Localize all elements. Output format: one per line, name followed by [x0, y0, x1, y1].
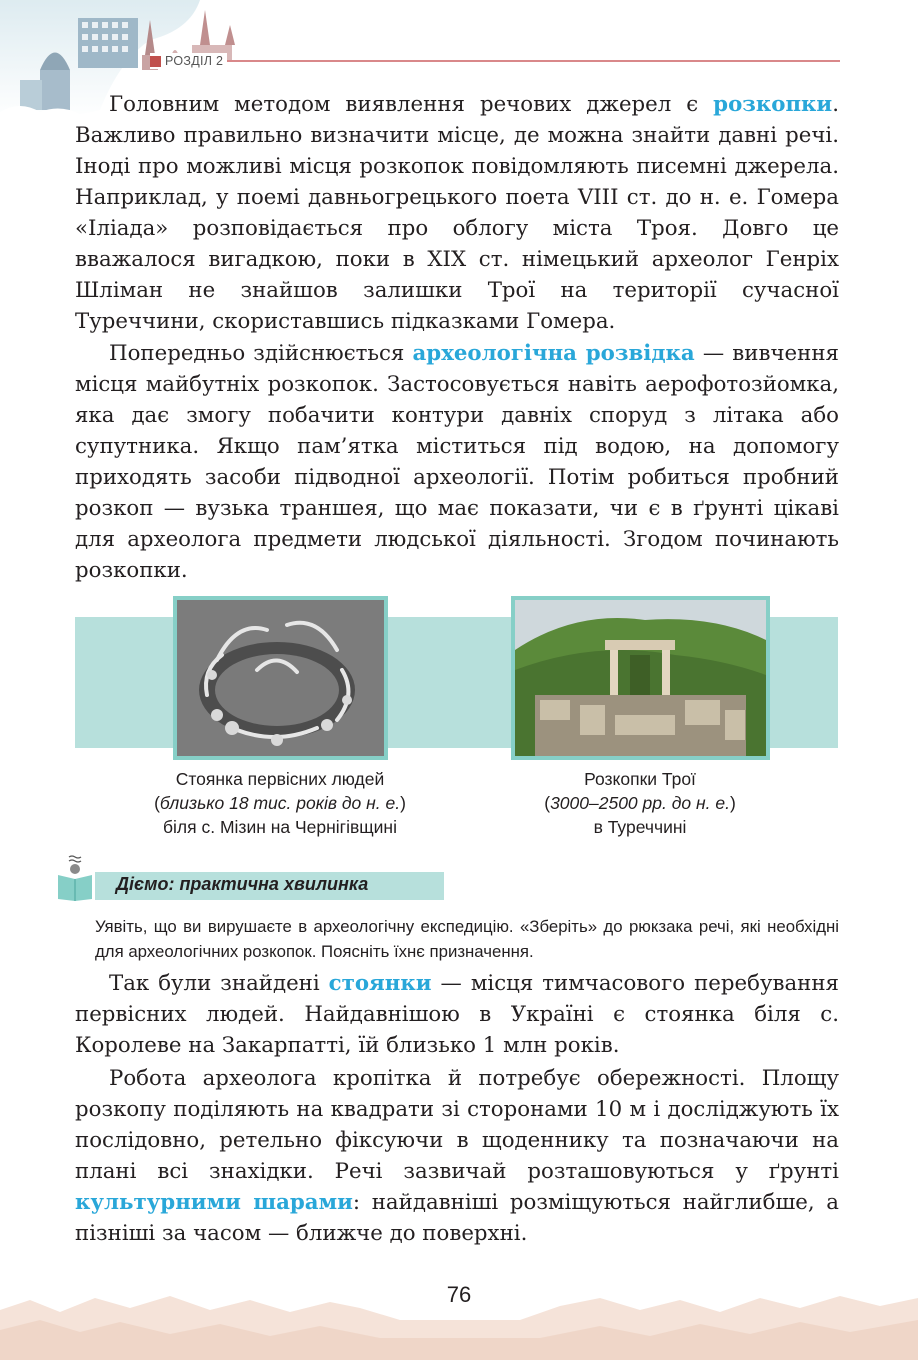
- header-rule: [170, 60, 840, 62]
- photo-mizin-site: [173, 596, 388, 760]
- caption-mizin-line1: Стоянка первісних людей: [175, 769, 385, 789]
- term-cultural-layers: культурними шарами: [75, 1190, 353, 1215]
- activity-text: Уявіть, що ви вирушаєте в археологічну експедицію. «Зберіть» до рюкзака речі, які необхідні для археологічних розкопок. Поясніть їхнє призначення.: [95, 917, 839, 961]
- caption-troy-date: 3000–2500 рр. до н. е.: [550, 793, 730, 813]
- paragraph-2-before: Попередньо здійснюється: [109, 341, 413, 366]
- figure-band-torn-edge: [820, 617, 840, 748]
- paragraph-3-before: Так були знайдені: [109, 971, 329, 996]
- paragraph-4: [75, 1063, 839, 1249]
- caption-mizin-line3: біля с. Мізин на Чернігівщині: [163, 817, 397, 837]
- caption-mizin: [120, 767, 440, 839]
- caption-mizin-close: ): [400, 793, 406, 813]
- page-number: 76: [446, 1282, 472, 1307]
- section-label: РОЗДІЛ 2: [165, 54, 224, 68]
- paragraph-1-after: . Важливо правильно визначити місце, де можна знайти давні речі. Іноді про можливі місця розкопок повідомляють писемні джерела. Наприклад, у поемі давньогрецького поета VIII ст. до н. е. Гомера «Іліада» розповідається про облогу міста Троя. Довго це вважалося вигадкою, поки в XIX ст. німецький археолог Генріх Шліман не знайшов залишки Трої на території сучасної Туреччини, скориставшись підказками Гомера.: [75, 92, 839, 334]
- paragraph-2-after: — вивчення місця майбутніх розкопок. Застосовується навіть аерофотозйомка, яка дає змогу побачити контури давніх споруд з літака або супутника. Якщо пам’ятка міститься під водою, на допомогу приходять засоби підводної археології. Потім робиться пробний розкоп — вузька траншея, що має показати, чи є в ґрунті цікаві для археолога предмети людської діяльності. Згодом починають розкопки.: [75, 341, 839, 583]
- caption-troy-close: ): [729, 793, 736, 813]
- caption-mizin-date: близько 18 тис. років до н. е.: [159, 793, 401, 813]
- caption-troy-open: (: [544, 793, 551, 813]
- caption-troy-line3: в Туреччині: [593, 817, 687, 837]
- photo-troy-excavations: [511, 596, 770, 760]
- caption-mizin-line2: [120, 791, 440, 815]
- caption-troy-line1: Розкопки Трої: [584, 769, 696, 789]
- paragraph-3-after: — місця тимчасового перебування первісних людей. Найдавнішою в Україні є стоянка біля с. Королеве на Закарпатті, їй близько 1 млн років.: [75, 971, 839, 1058]
- photo-troy-image: [515, 600, 766, 756]
- paragraph-1-before: Головним методом виявлення речових джерел є: [109, 92, 714, 117]
- paragraph-3: [75, 968, 839, 1061]
- activity-title: Діємо: практична хвилинка: [116, 874, 369, 894]
- paragraph-4-after: : найдавніші розміщуються найглибше, а пізніші за часом — ближче до поверхні.: [75, 1190, 839, 1246]
- section-marker-square: [150, 56, 161, 67]
- paragraph-1: [75, 89, 839, 337]
- term-archaeological-survey: археологічна розвідка: [412, 341, 695, 366]
- photo-mizin-image: [177, 600, 384, 756]
- caption-troy: [480, 767, 800, 839]
- caption-troy-line2: [480, 791, 800, 815]
- term-excavations: розкопки: [713, 92, 833, 117]
- paragraph-2: [75, 338, 839, 586]
- book-activity-icon: [56, 855, 94, 901]
- term-sites: стоянки: [328, 971, 432, 996]
- section-tag: [150, 53, 227, 69]
- paragraph-4-before: Робота археолога кропітка й потребує обережності. Площу розкопу поділяють на квадрати зі сторонами 10 м і досліджують їх послідовно, ретельно фіксуючи в щоденнику та позначаючи на плані всі знахідки. Речі зазвичай розташовуються у ґрунті: [75, 1066, 839, 1184]
- caption-mizin-open: (: [154, 793, 160, 813]
